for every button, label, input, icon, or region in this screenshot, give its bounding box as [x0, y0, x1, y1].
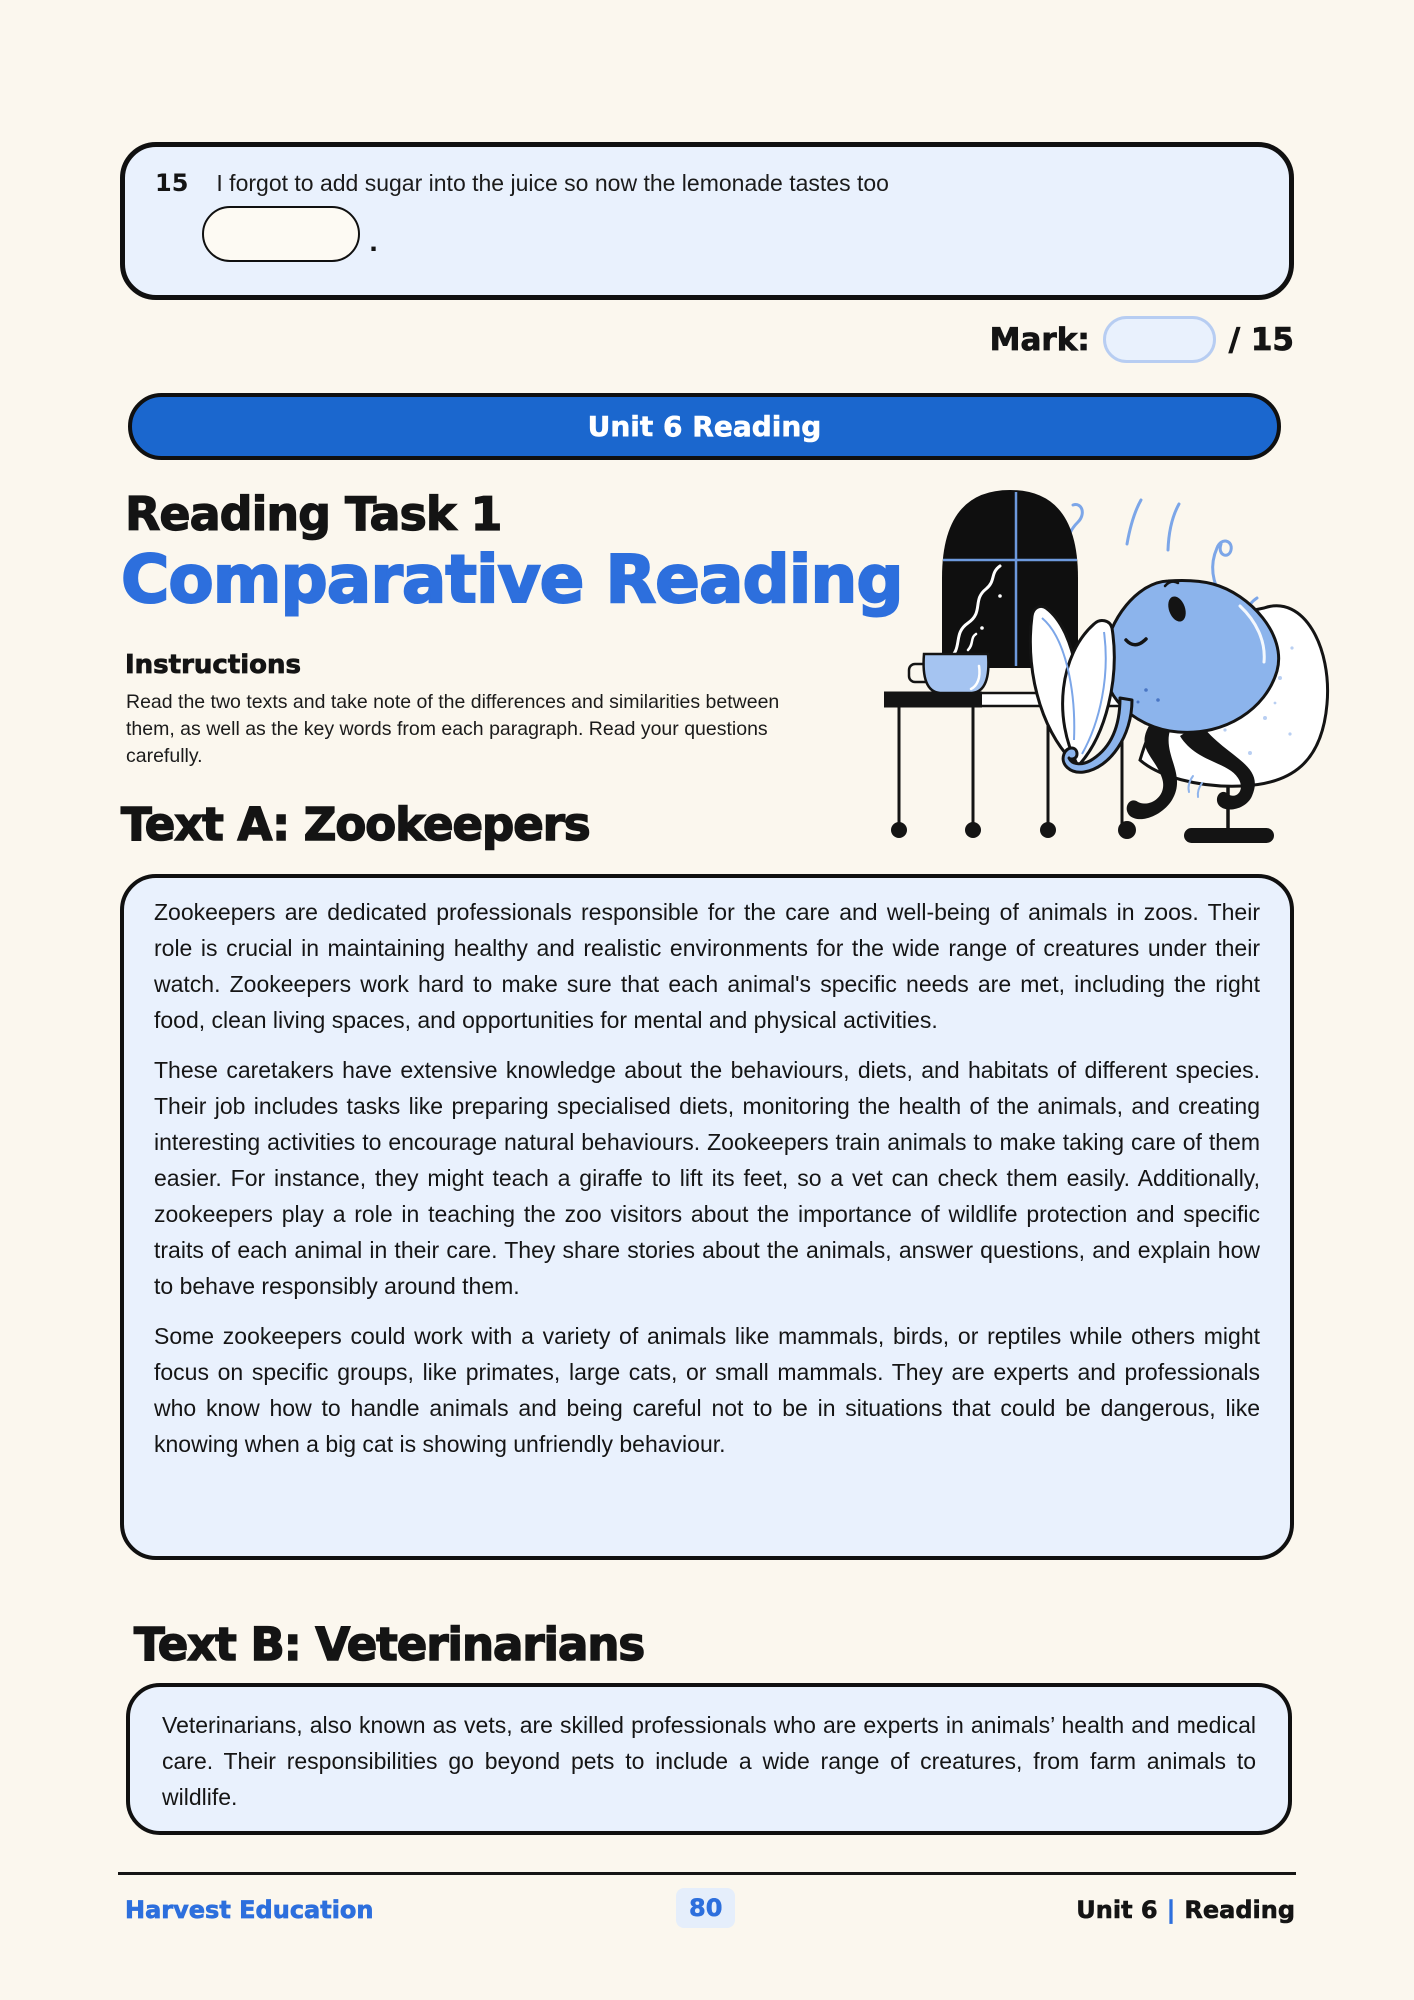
text-b-box: [126, 1683, 1292, 1835]
mark-label: Mark:: [989, 321, 1090, 358]
text-a-paragraph-3: Some zookeepers could work with a variety of animals like mammals, birds, or reptiles while others might focus on specific groups, like primates, large cats, or small mammals. They are experts and professionals who know how to handle animals and being careful not to be in situations that could be dangerous, like knowing when a big cat is showing unfriendly behaviour.: [154, 1323, 1260, 1457]
instructions-text: Read the two texts and take note of the differences and similarities between them, as well as the key words from each paragraph. Read your questions carefully.: [126, 691, 780, 767]
text-b-heading: Text B: Veterinarians: [134, 1618, 645, 1671]
text-a-box: [120, 874, 1294, 1560]
question-number: 15: [155, 169, 189, 197]
text-a-paragraph-2: These caretakers have extensive knowledge about the behaviours, diets, and habitats of different species. Their job includes tasks like preparing specialised diets, monitoring the health of the animals, and creating interesting activities to encourage natural behaviours. Zookeepers train animals to make taking care of them easier. For instance, they might teach a giraffe to lift its feet, so a vet can check them easily. Additionally, zookeepers play a role in teaching the zoo visitors about the importance of wildlife protection and specific traits of each animal in their care. They share stories about the animals, answer questions, and explain how to behave responsibly around them.: [154, 1057, 1260, 1299]
page-title: Comparative Reading: [121, 541, 903, 618]
footer-section: Reading: [1184, 1896, 1295, 1924]
unit-banner-title: Unit 6 Reading: [587, 410, 822, 443]
footer-brand: Harvest Education: [125, 1896, 374, 1924]
page-number-badge: 80: [676, 1888, 735, 1928]
footer-unit: Unit 6: [1076, 1896, 1158, 1924]
instructions-heading: Instructions: [125, 650, 302, 680]
question-box: [120, 142, 1294, 300]
coffee-cup-icon: [909, 654, 988, 693]
question-prompt: I forgot to add sugar into the juice so now the lemonade tastes too: [216, 170, 889, 196]
task-kicker: Reading Task 1: [125, 487, 502, 541]
answer-blank-field[interactable]: [202, 206, 360, 262]
text-a-paragraph-1: Zookeepers are dedicated professionals responsible for the care and well-being of animals in zoos. Their role is crucial in maintaining healthy and realistic environments for the wide range of creatures under their watch. Zookeepers work hard to make sure that each animal's specific needs are met, including the right food, clean living spaces, and opportunities for mental and physical activities.: [154, 899, 1260, 1033]
footer-section-label: [1076, 1896, 1295, 1924]
text-a-heading: Text A: Zookeepers: [121, 798, 590, 851]
text-b-paragraph-1: Veterinarians, also known as vets, are skilled professionals who are experts in animals’ health and medical care. Their responsibilities go beyond pets to include a wide range of creatures, from farm animals to wildlife.: [162, 1712, 1256, 1810]
unit-banner: [128, 393, 1281, 460]
sentence-period: .: [369, 225, 378, 258]
reading-stingray-illustration: [680, 478, 1330, 858]
mark-row: [990, 316, 1294, 363]
footer-divider-line: [118, 1872, 1296, 1875]
mark-total: / 15: [1228, 321, 1294, 358]
footer-pipe: |: [1166, 1896, 1176, 1924]
mark-input-oval[interactable]: [1103, 316, 1216, 363]
